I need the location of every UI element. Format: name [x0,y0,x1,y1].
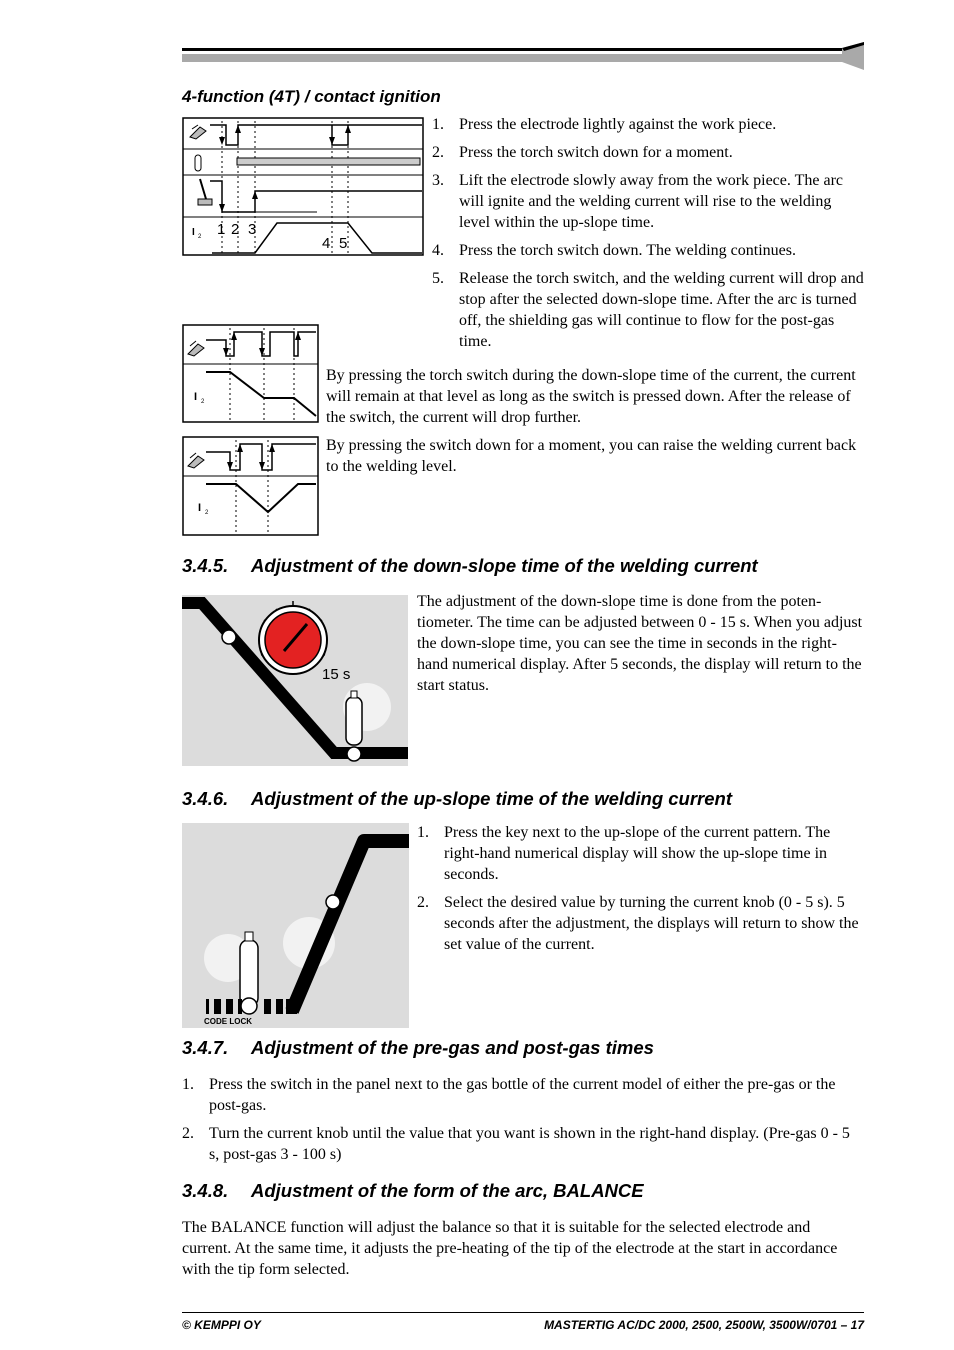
steps-347 [182,1074,864,1172]
marker-1: 1 [217,221,226,238]
upslope-panel-illustration [182,823,409,1028]
marker-4: 4 [322,235,331,252]
list-item: 2. Turn the current knob until the value that you want is shown in the right-hand display. (Pre-gas 0 - 5 s, post-gas 3 - 100 s) [182,1125,850,1163]
footer-rule [182,1312,864,1313]
list-item: 1. Press the switch in the panel next to the gas bottle of the current model of either the pre-gas or the post-gas. [182,1076,836,1114]
timing-diagram-4t [182,117,424,257]
list-item: 4. Press the torch switch down. The welding continues. [432,242,796,259]
paragraph-downslope-hold: By pressing the torch switch during the down-slope time of the current, the current will remain at that level as long as the switch is pressed down. After the release of the switch, the current will drop further. [326,367,856,426]
gas-bottle-icon [346,691,362,745]
list-item: 2. Press the torch switch down for a moment. [432,144,733,161]
list-item: 5. Release the torch switch, and the welding current will drop and stop after the selected down-slope time. After the arc is turned off, the shielding gas will continue to flow for the post-gas time. [432,270,864,350]
marker-2: 2 [231,221,240,238]
current-subscript: 2 [201,399,205,405]
current-symbol: I [192,227,195,238]
list-item: 1. Press the electrode lightly against the work piece. [432,116,777,133]
steps-346 [417,822,862,962]
current-subscript: 2 [198,234,202,240]
current-symbol: I [198,502,202,514]
knob-value-label: 15 s [322,666,351,683]
timing-diagram-raise-current [182,436,319,537]
paragraph-345: The adjustment of the down-slope time is done from the poten-tiometer. The time can be adjusted between 0 - 15 s. When you adjust the down-slope time, you can see the time in seconds in the right-hand numerical display. After 5 seconds, the display will return to the start status. [417,593,863,694]
footer-copyright: © KEMPPI OY [182,1318,261,1332]
code-lock-label: CODE LOCK [204,1017,252,1026]
gas-bottle-icon [195,155,201,171]
section-heading-348: 3.4.8. Adjustment of the form of the arc, BALANCE [182,1180,644,1201]
subsection-heading-4t: 4-function (4T) / contact ignition [182,87,441,106]
marker-3: 3 [248,221,257,238]
section-heading-346: 3.4.6. Adjustment of the up-slope time of the welding current [182,788,733,809]
section-heading-347: 3.4.7. Adjustment of the pre-gas and post-gas times [182,1037,654,1058]
header-rule [182,42,866,74]
downslope-panel-illustration [182,595,408,766]
paragraph-raise-current: By pressing the switch down for a moment, you can raise the welding current back to the welding level. [326,437,857,475]
steps-4t [432,114,864,359]
current-symbol: I [194,391,198,403]
paragraph-348: The BALANCE function will adjust the balance so that it is suitable for the selected electrode and current. At the same time, it adjusts the pre-heating of the tip of the electrode at the start in accordance with the tip form selected. [182,1219,838,1278]
footer-doc-id: MASTERTIG AC/DC 2000, 2500, 2500W, 3500W/0701 – 17 [544,1318,864,1332]
gas-bottle-icon [240,932,258,1006]
current-subscript: 2 [205,510,209,516]
timing-diagram-downslope-hold [182,324,319,424]
list-item: 2. Select the desired value by turning the current knob (0 - 5 s). 5 seconds after the adjustment, the displays will return to show the set value of the current. [417,894,859,953]
section-heading-345: 3.4.5. Adjustment of the down-slope time of the welding current [182,555,758,576]
marker-5: 5 [339,235,348,252]
list-item: 1. Press the key next to the up-slope of the current pattern. The right-hand numerical display will show the up-slope time in seconds. [417,824,831,883]
list-item: 3. Lift the electrode slowly away from the work piece. The arc will ignite and the welding current will rise to the welding level within the up-slope time. [432,172,843,231]
